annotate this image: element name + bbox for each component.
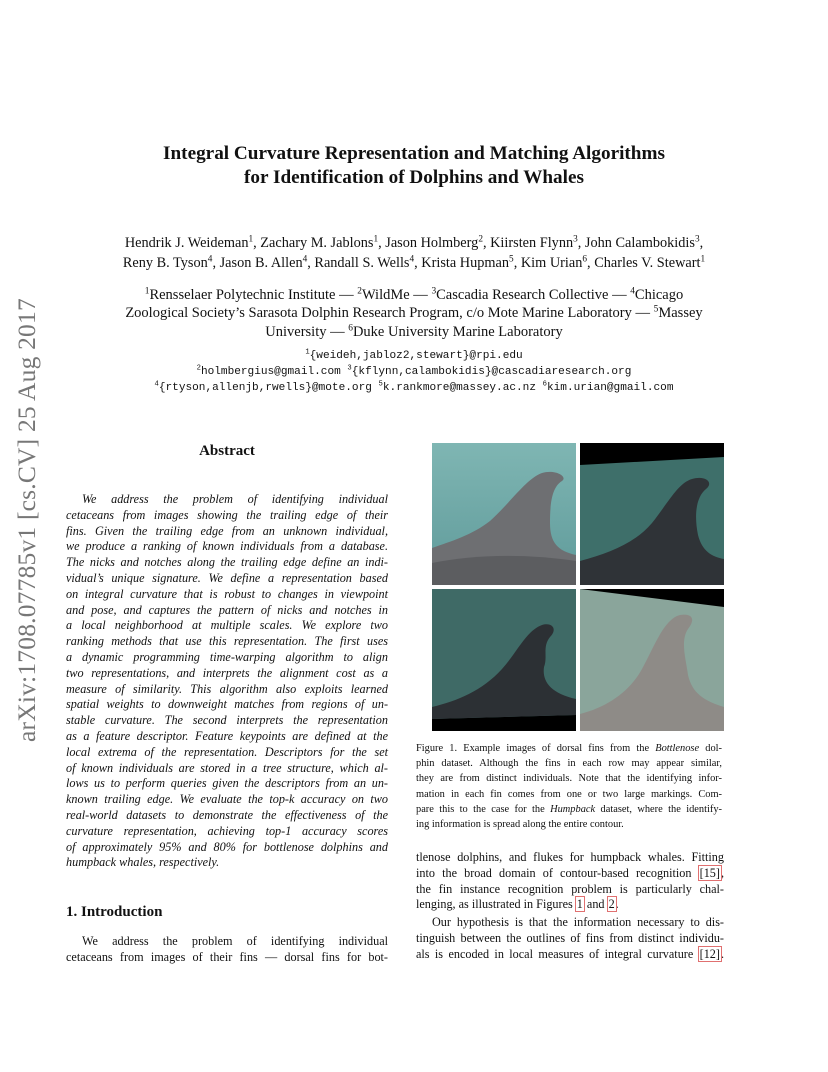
figure-1-caption [416,741,722,832]
author-affiliation-mark: 4 [207,254,213,265]
affiliation-text: Rensselaer Polytechnic Institute — [149,287,358,303]
author-name: Reny B. Tyson [122,255,208,271]
abstract-line: fins. Given the trailing edge from an unknown individual, [66,523,388,538]
affiliation-mark: 1 [144,286,150,297]
author-name: Hendrik J. Weideman [124,235,249,251]
affiliation-mark: 1 [305,348,310,357]
affiliation-line-2 [70,303,758,323]
affiliation-mark: 3 [347,364,352,373]
author-name: Charles V. Stewart [594,255,701,271]
author-name: Kiirsten Flynn [490,235,574,251]
figure-link-2[interactable]: 2 [608,897,615,912]
author-affiliation-mark: 3 [573,234,578,245]
abstract-line: and pose, and captures the pattern of nicks and notches in [66,602,388,617]
abstract-line: humpback whales, respectively. [66,855,220,870]
affiliation-text: WildMe — [361,287,432,303]
intro-right-line: tinguish between the outlines of fins from distinct individu- [416,930,724,945]
caption-line: Figure 1. Example images of dorsal fins from the Bottlenose dol- [416,743,722,754]
affiliation-mark: 2 [357,286,362,297]
author-separator: , [577,235,585,251]
author-affiliation-mark: 2 [478,234,483,245]
email-text: {rtyson,allenjb,rwells}@mote.org [158,382,379,394]
caption-line: pare this to the case for the Humpback dataset, where the identify- [416,803,722,815]
abstract-line: vidual’s unique signature. We define a representation based [66,570,388,585]
abstract-line: a local neighborhood at multiple scales. We explore two [66,618,388,633]
author-name: Krista Hupman [421,255,510,271]
author-separator: , [307,255,315,271]
title-line-2: for Identification of Dolphins and Whales [244,167,584,188]
dorsal-fin-photo-3 [432,589,576,731]
abstract-heading: Abstract [199,443,255,459]
author-separator: , [587,255,595,271]
author-name: John Calambokidis [584,235,695,251]
email-line-1 [40,348,788,364]
email-text: {weideh,jabloz2,stewart}@rpi.edu [309,350,523,362]
intro-right-line: als is encoded in local measures of integral curvature [12]. [416,946,724,961]
intro-right-text [416,850,724,963]
author-separator: , [378,235,386,251]
abstract-line: spatial weights to downweight matches from regions of un- [66,697,388,712]
author-affiliation-mark: 3 [694,234,700,245]
author-affiliation-mark: 1 [700,254,706,265]
author-separator: , [699,235,704,251]
intro-right-line: lenging, as illustrated in Figures 1 and 2. [416,897,619,912]
email-text: {kflynn,calambokidis}@cascadiaresearch.org [351,366,632,378]
email-line-3 [40,380,788,396]
affiliation-text: Zoological Society’s Sarasota Dolphin Research Program, c/o Mote Marine Laboratory — [125,305,654,321]
author-name: Kim Urian [520,255,583,271]
affiliation-mark: 4 [630,286,635,297]
author-name: Jason B. Allen [219,255,303,271]
abstract-line: a dynamic programming time-warping algorithm to align [66,649,388,664]
abstract-line: local extrema of the representation. Descriptors for the set [66,744,388,759]
author-affiliation-mark: 1 [373,234,379,245]
abstract-line: ranking methods that use this representation. The first uses [66,634,388,649]
arxiv-identifier: arXiv:1708.07785v1 [cs.CV] 25 Aug 2017 [12,298,41,742]
abstract-body [66,492,388,871]
abstract-line: We address the problem of identifying individual [82,492,388,506]
affiliation-mark: 3 [431,286,437,297]
abstract-line: stable curvature. The second interprets the representation [66,713,388,728]
email-text: holmbergius@gmail.com [200,366,348,378]
affiliation-mark: 5 [378,380,383,389]
caption-line: ing information is spread along the entire contour. [416,818,624,830]
email-text: k.rankmore@massey.ac.nz [382,382,543,394]
abstract-line: two representations, and interprets the alignment cost as a [66,665,388,680]
abstract-line: cetaceans from images showing the trailing edge of their [66,507,388,522]
affiliation-line-3 [70,322,758,342]
author-separator: , [482,235,491,251]
intro-left-text [66,934,388,966]
author-affiliation-mark: 4 [409,254,415,265]
author-separator: , [212,255,220,271]
abstract-line: known trailing edge. We evaluate the top-k accuracy on two [66,792,388,807]
affiliation-mark: 5 [653,304,659,315]
dorsal-fin-photo-1 [432,443,576,585]
caption-line: mation in each fin comes from one or two large markings. Com- [416,788,722,800]
author-name: Jason Holmberg [385,235,479,251]
abstract-line: lows us to perform queries given the descriptors from an un- [66,776,388,791]
author-affiliation-mark: 5 [509,254,514,265]
author-affiliation-mark: 4 [302,254,308,265]
affiliation-text: Chicago [634,287,684,303]
caption-line: they are from distinct individuals. Note that the identifying infor- [416,773,722,785]
citation-link-15[interactable]: [15] [699,865,720,880]
intro-left-line: We address the problem of identifying individual [82,934,388,948]
abstract-line: of known individuals are stored in a tree structure, which al- [66,760,388,775]
intro-right-line: Our hypothesis is that the information necessary to dis- [432,915,724,930]
affiliation-mark: 4 [154,380,159,389]
abstract-line: The nicks and notches along the trailing edge define an indi- [66,555,388,570]
affiliation-text: Duke University Marine Laboratory [352,324,563,340]
author-separator: , [253,235,261,251]
author-name: Randall S. Wells [314,255,410,271]
intro-left-line: cetaceans from images of their fins — dorsal fins for bot- [66,949,388,964]
figure-link-1[interactable]: 1 [576,897,583,912]
abstract-line: as a feature descriptor. Feature keypoints are defined at the [66,728,388,743]
intro-right-line: tlenose dolphins, and flukes for humpback whales. Fitting [416,850,724,864]
abstract-line: measure of similarity. This algorithm also exploits learned [66,681,388,696]
abstract-line: curvature representation, achieving top-1 accuracy scores [66,823,388,838]
affiliation-line-1 [70,285,758,305]
author-line-2 [40,253,788,273]
author-name: Zachary M. Jablons [260,235,374,251]
author-separator: , [414,255,422,271]
author-affiliation-mark: 1 [248,234,254,245]
intro-right-line: into the broad domain of contour-based recognition [15], [416,865,724,880]
paper-title [80,142,748,190]
affiliation-text: University — [265,324,349,340]
caption-line: phin dataset. Although the fins in each row may appear similar, [416,758,722,770]
affiliation-text: Massey [658,305,703,321]
affiliation-mark: 6 [348,323,353,334]
author-separator: , [513,255,521,271]
intro-right-line: the fin instance recognition problem is particularly chal- [416,881,724,896]
abstract-line: on integral curvature that is robust to changes in viewpoint [66,586,388,601]
email-text: kim.urian@gmail.com [546,382,674,394]
affiliation-mark: 6 [542,380,547,389]
affiliation-mark: 2 [196,364,201,373]
abstract-line: of approximately 95% and 80% for bottlenose dolphins and [66,839,388,854]
citation-link-12[interactable]: [12] [699,946,720,961]
affiliation-text: Cascadia Research Collective — [436,287,631,303]
abstract-line: real-world datasets to demonstrate the effectiveness of the [66,807,388,822]
author-affiliation-mark: 6 [582,254,588,265]
dorsal-fin-photo-4 [580,589,724,731]
email-line-2 [40,364,788,380]
title-line-1: Integral Curvature Representation and Matching Algorithms [163,143,665,164]
dorsal-fin-photo-2 [580,443,724,585]
author-line-1 [40,233,788,253]
section-heading-introduction: 1. Introduction [66,904,163,920]
abstract-line: we produce a ranking of known individuals from a database. [66,539,388,554]
